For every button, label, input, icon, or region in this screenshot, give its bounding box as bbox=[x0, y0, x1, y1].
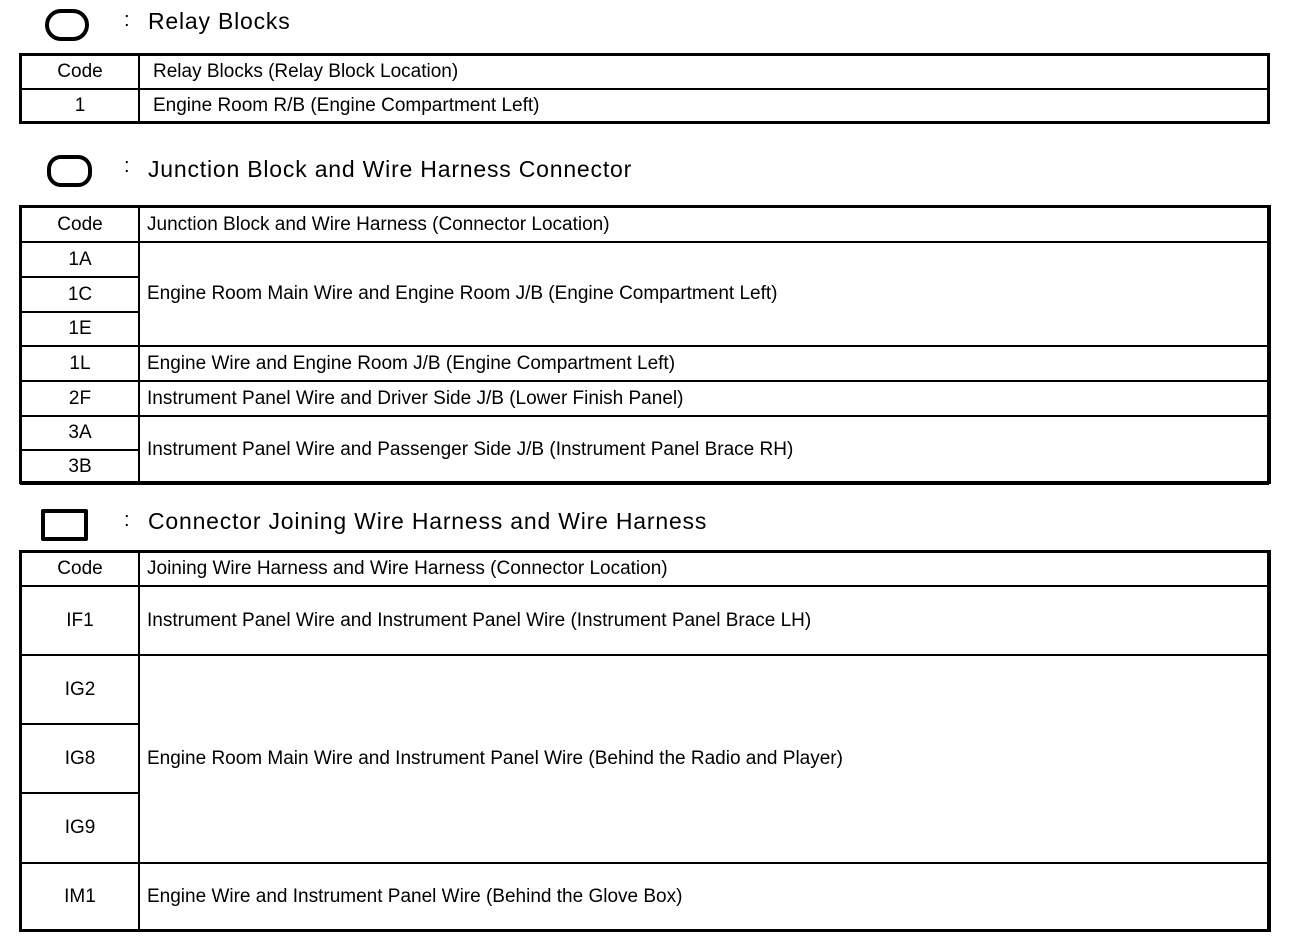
location-header: Junction Block and Wire Harness (Connector Location) bbox=[139, 207, 1268, 242]
code-cell: IM1 bbox=[21, 863, 139, 930]
table-header-row bbox=[21, 207, 1268, 242]
code-cell: 1L bbox=[21, 346, 139, 381]
table-row bbox=[21, 381, 1268, 416]
code-cell: 3A bbox=[21, 416, 139, 450]
location-cell: Instrument Panel Wire and Driver Side J/B (Lower Finish Panel) bbox=[139, 381, 1268, 416]
location-header: Joining Wire Harness and Wire Harness (Connector Location) bbox=[139, 552, 1268, 586]
connector-joining-heading bbox=[0, 502, 1312, 542]
relay-blocks-table bbox=[20, 54, 1269, 124]
colon: : bbox=[124, 9, 130, 31]
code-cell: IF1 bbox=[21, 586, 139, 655]
code-header: Code bbox=[21, 552, 139, 586]
table-header-row bbox=[21, 55, 1268, 89]
code-cell: 2F bbox=[21, 381, 139, 416]
location-header: Relay Blocks (Relay Block Location) bbox=[139, 55, 1268, 89]
location-cell: Instrument Panel Wire and Passenger Side J/B (Instrument Panel Brace RH) bbox=[139, 416, 1268, 484]
table-row bbox=[21, 416, 1268, 450]
code-cell: IG2 bbox=[21, 655, 139, 724]
location-cell: Engine Room Main Wire and Instrument Panel Wire (Behind the Radio and Player) bbox=[139, 655, 1268, 863]
code-cell: IG9 bbox=[21, 793, 139, 863]
location-cell: Engine Wire and Instrument Panel Wire (Behind the Glove Box) bbox=[139, 863, 1268, 930]
code-header: Code bbox=[21, 207, 139, 242]
code-header: Code bbox=[21, 55, 139, 89]
location-cell: Engine Wire and Engine Room J/B (Engine Compartment Left) bbox=[139, 346, 1268, 381]
table-header-row bbox=[21, 552, 1268, 586]
colon: : bbox=[124, 509, 130, 531]
connector-joining-table bbox=[20, 551, 1269, 931]
section-title: Connector Joining Wire Harness and Wire Harness bbox=[148, 508, 708, 534]
rectangle-icon bbox=[41, 509, 88, 541]
table-row bbox=[21, 242, 1268, 277]
table-row bbox=[21, 89, 1268, 123]
code-cell: 3B bbox=[21, 450, 139, 484]
junction-block-table bbox=[20, 206, 1269, 485]
code-cell: IG8 bbox=[21, 724, 139, 793]
location-cell: Engine Room R/B (Engine Compartment Left) bbox=[139, 89, 1268, 123]
location-cell: Instrument Panel Wire and Instrument Panel Wire (Instrument Panel Brace LH) bbox=[139, 586, 1268, 655]
location-cell: Engine Room Main Wire and Engine Room J/B (Engine Compartment Left) bbox=[139, 242, 1268, 346]
section-title: Junction Block and Wire Harness Connector bbox=[148, 156, 633, 182]
oval-rect-icon bbox=[47, 155, 92, 187]
table-row bbox=[21, 655, 1268, 724]
rounded-rect-icon bbox=[45, 9, 89, 41]
relay-blocks-heading bbox=[0, 4, 1312, 44]
code-cell: 1C bbox=[21, 277, 139, 312]
junction-block-heading bbox=[0, 150, 1312, 190]
colon: : bbox=[124, 155, 130, 177]
table-row bbox=[21, 863, 1268, 930]
code-cell: 1E bbox=[21, 312, 139, 346]
section-title: Relay Blocks bbox=[148, 8, 291, 34]
code-cell: 1 bbox=[21, 89, 139, 123]
table-row bbox=[21, 586, 1268, 655]
code-cell: 1A bbox=[21, 242, 139, 277]
table-row bbox=[21, 346, 1268, 381]
